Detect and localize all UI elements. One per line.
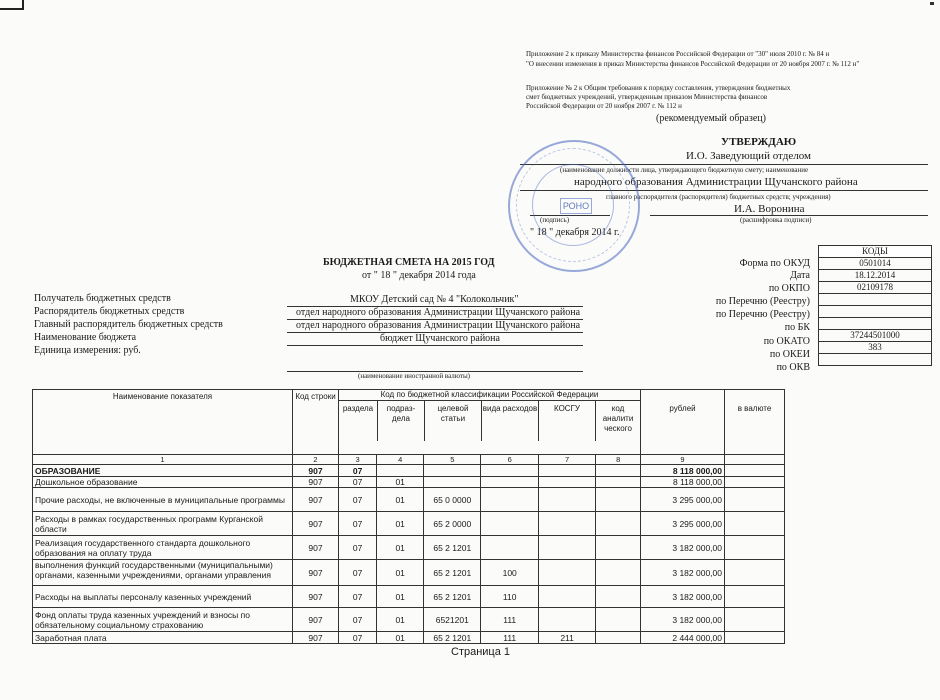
- code-okei: 383: [819, 342, 931, 354]
- currency-hint: (наименование иностранной валюты): [358, 372, 470, 380]
- header-code: Код строки: [293, 390, 339, 455]
- row-code: 907: [293, 632, 339, 644]
- table-row: [33, 488, 785, 512]
- table-row: [33, 536, 785, 560]
- col-number: 7: [538, 455, 595, 465]
- label-manager: Распорядитель бюджетных средств: [34, 306, 185, 317]
- row-amount-rub: 3 182 000,00: [641, 586, 725, 608]
- header-exp-type: вида расходов: [482, 401, 539, 441]
- row-subsection: 01: [377, 632, 424, 644]
- col-number: 8: [596, 455, 641, 465]
- row-section: 07: [339, 536, 377, 560]
- approve-title: УТВЕРЖДАЮ: [721, 136, 797, 148]
- row-target: 65 2 1201: [424, 560, 481, 586]
- row-exp-type: 111: [481, 608, 538, 632]
- row-subsection: 01: [377, 512, 424, 536]
- code-bk: [819, 318, 931, 330]
- row-code: 907: [293, 608, 339, 632]
- row-name: Заработная плата: [33, 632, 293, 644]
- annex2-line-1: Приложение № 2 к Общим требования к порядку составления, утверждения бюджетных: [526, 84, 791, 92]
- row-amount-currency: [725, 465, 785, 477]
- table-row: [33, 512, 785, 536]
- row-amount-rub: 8 118 000,00: [641, 477, 725, 488]
- label-bk: по БК: [784, 322, 810, 333]
- table-row: [33, 477, 785, 488]
- col-number: 5: [424, 455, 481, 465]
- col-number: [725, 455, 785, 465]
- annex2-line-2: смет бюджетных учреждений, утвержденным приказом Министерства финансов: [526, 93, 768, 101]
- header-subsection: подраз-дела: [378, 401, 425, 441]
- signature-hint: (подпись): [540, 216, 570, 224]
- table-row: [33, 560, 785, 586]
- row-amount-currency: [725, 512, 785, 536]
- row-subsection: 01: [377, 477, 424, 488]
- value-chief-manager: отдел народного образования Администрации Щучанского района: [296, 320, 581, 331]
- row-amount-rub: 2 444 000,00: [641, 632, 725, 644]
- row-name: Прочие расходы, не включенные в муниципальные программы: [33, 488, 293, 512]
- row-kosgu: [538, 477, 595, 488]
- row-section: 07: [339, 632, 377, 644]
- code-registry-2: [819, 306, 931, 318]
- scan-speck: [930, 2, 934, 5]
- row-name: Расходы в рамках государственных программ Курганской области: [33, 512, 293, 536]
- label-registry-2: по Перечню (Реестру): [715, 309, 810, 320]
- row-analytic: [596, 512, 641, 536]
- row-section: 07: [339, 512, 377, 536]
- row-name: Фонд оплаты труда казенных учреждений и взносы по обязательному социальному страхованию: [33, 608, 293, 632]
- value-budget-name: бюджет Щучанского района: [380, 333, 500, 344]
- org-hint: главного распорядителя (распорядителя) бюджетных средств; учреждения): [606, 193, 831, 201]
- row-analytic: [596, 477, 641, 488]
- table-row: [33, 465, 785, 477]
- row-exp-type: 100: [481, 560, 538, 586]
- row-amount-currency: [725, 536, 785, 560]
- header-target: целевой статьи: [425, 401, 482, 441]
- row-target: 65 2 0000: [424, 512, 481, 536]
- table-row: [33, 608, 785, 632]
- row-kosgu: [538, 512, 595, 536]
- annex-line-1: Приложение 2 к приказу Министерства финансов Российской Федерации от "30" июля 2010 г. № 84 н: [526, 50, 830, 58]
- row-amount-currency: [725, 477, 785, 488]
- header-name: Наименование показателя: [33, 390, 293, 455]
- label-unit: Единица измерения: руб.: [34, 345, 141, 356]
- approver-org: народного образования Администрации Щучанского района: [574, 176, 858, 188]
- row-exp-type: [481, 465, 538, 477]
- value-recipient: МКОУ Детский сад № 4 "Колокольчик": [350, 294, 519, 305]
- row-amount-rub: 3 295 000,00: [641, 512, 725, 536]
- row-section: 07: [339, 608, 377, 632]
- col-number: 4: [377, 455, 424, 465]
- document-title: БЮДЖЕТНАЯ СМЕТА НА 2015 ГОД: [323, 257, 495, 268]
- header-kosgu: КОСГУ: [539, 401, 596, 441]
- code-okpo: 02109178: [819, 282, 931, 294]
- row-code: 907: [293, 465, 339, 477]
- code-registry-1: [819, 294, 931, 306]
- row-target: 65 2 1201: [424, 586, 481, 608]
- approval-date: " 18 " декабря 2014 г.: [530, 227, 620, 238]
- code-okud: 0501014: [819, 258, 931, 270]
- row-exp-type: [481, 536, 538, 560]
- row-target: 6521201: [424, 608, 481, 632]
- label-chief-manager: Главный распорядитель бюджетных средств: [34, 319, 223, 330]
- official-stamp: [508, 140, 640, 272]
- row-kosgu: [538, 608, 595, 632]
- row-code: 907: [293, 560, 339, 586]
- row-amount-currency: [725, 560, 785, 586]
- codes-header: КОДЫ: [819, 246, 931, 258]
- header-rub: рублей: [641, 390, 725, 455]
- row-name: ОБРАЗОВАНИЕ: [33, 465, 293, 477]
- row-kosgu: [538, 560, 595, 586]
- row-exp-type: [481, 477, 538, 488]
- label-okato: по ОКАТО: [763, 336, 810, 347]
- label-okud: Форма по ОКУД: [739, 258, 810, 269]
- row-analytic: [596, 488, 641, 512]
- row-amount-rub: 3 182 000,00: [641, 608, 725, 632]
- row-amount-currency: [725, 586, 785, 608]
- row-target: [424, 477, 481, 488]
- stamp-core: РОНО: [560, 198, 592, 214]
- row-target: 65 2 1201: [424, 632, 481, 644]
- signer-name: И.А. Воронина: [734, 203, 805, 215]
- row-name: выполнения функций государственными (муниципальными) органами, казенными учреждениями, органами управления: [33, 560, 293, 586]
- row-code: 907: [293, 477, 339, 488]
- row-target: 65 2 1201: [424, 536, 481, 560]
- row-code: 907: [293, 488, 339, 512]
- row-analytic: [596, 465, 641, 477]
- table-row: [33, 632, 785, 644]
- header-currency: в валюте: [725, 390, 785, 455]
- col-number: 2: [293, 455, 339, 465]
- row-amount-rub: 3 182 000,00: [641, 536, 725, 560]
- row-amount-rub: 8 118 000,00: [641, 465, 725, 477]
- row-analytic: [596, 586, 641, 608]
- annex-line-2: "О внесении изменения в приказ Министерства финансов Российской Федерации от 20 ноября 2007 г. № 112 н": [526, 60, 860, 68]
- row-name: Расходы на выплаты персоналу казенных учреждений: [33, 586, 293, 608]
- label-registry-1: по Перечню (Реестру): [715, 296, 810, 307]
- header-bk-group: Код по бюджетной классификации Российской Федерации: [339, 390, 640, 401]
- position-hint: (наименование должности лица, утверждающего бюджетную смету; наименование: [560, 166, 809, 174]
- row-amount-rub: 3 295 000,00: [641, 488, 725, 512]
- value-manager: отдел народного образования Администрации Щучанского района: [296, 307, 581, 318]
- row-section: 07: [339, 488, 377, 512]
- row-subsection: 01: [377, 536, 424, 560]
- header-analytic: код аналити ческого: [602, 404, 634, 433]
- label-budget-name: Наименование бюджета: [34, 332, 137, 343]
- col-number: 6: [481, 455, 538, 465]
- row-amount-rub: 3 182 000,00: [641, 560, 725, 586]
- row-exp-type: [481, 512, 538, 536]
- row-name: Дошкольное образование: [33, 477, 293, 488]
- row-kosgu: 211: [538, 632, 595, 644]
- label-okpo: по ОКПО: [768, 283, 810, 294]
- row-analytic: [596, 560, 641, 586]
- row-kosgu: [538, 465, 595, 477]
- row-kosgu: [538, 488, 595, 512]
- approver-position: И.О. Заведующий отделом: [686, 150, 811, 162]
- row-section: 07: [339, 465, 377, 477]
- code-okato: 37244501000: [819, 330, 931, 342]
- annex2-line-3: Российской Федерации от 20 ноября 2007 г. № 112 н: [526, 102, 682, 110]
- row-target: [424, 465, 481, 477]
- decode-hint: (расшифровка подписи): [740, 216, 812, 224]
- code-date: 18.12.2014: [819, 270, 931, 282]
- row-code: 907: [293, 536, 339, 560]
- row-name: Реализация государственного стандарта дошкольного образования на оплату труда: [33, 536, 293, 560]
- row-code: 907: [293, 512, 339, 536]
- page-corner-mark: [0, 0, 24, 10]
- table-row: [33, 586, 785, 608]
- row-target: 65 0 0000: [424, 488, 481, 512]
- row-section: 07: [339, 560, 377, 586]
- row-section: 07: [339, 477, 377, 488]
- row-exp-type: 111: [481, 632, 538, 644]
- row-section: 07: [339, 586, 377, 608]
- recommended-sample: (рекомендуемый образец): [656, 113, 766, 124]
- col-number: 9: [641, 455, 725, 465]
- row-amount-currency: [725, 488, 785, 512]
- row-subsection: 01: [377, 608, 424, 632]
- label-recipient: Получатель бюджетных средств: [34, 293, 171, 304]
- table-body: [33, 465, 785, 644]
- row-exp-type: 110: [481, 586, 538, 608]
- col-number: 1: [33, 455, 293, 465]
- budget-table: [32, 389, 785, 644]
- code-okv: [819, 354, 931, 365]
- column-numbers-row: [33, 455, 785, 465]
- document-date: от " 18 " декабря 2014 года: [362, 270, 476, 281]
- header-section: раздела: [339, 401, 378, 441]
- label-okv: по ОКВ: [776, 362, 810, 373]
- row-exp-type: [481, 488, 538, 512]
- row-analytic: [596, 632, 641, 644]
- row-analytic: [596, 608, 641, 632]
- row-subsection: 01: [377, 560, 424, 586]
- row-amount-currency: [725, 608, 785, 632]
- row-subsection: [377, 465, 424, 477]
- label-okei: по ОКЕИ: [769, 349, 810, 360]
- label-date: Дата: [790, 270, 810, 281]
- row-kosgu: [538, 586, 595, 608]
- row-analytic: [596, 536, 641, 560]
- col-number: 3: [339, 455, 377, 465]
- row-subsection: 01: [377, 488, 424, 512]
- codes-box: [818, 245, 932, 366]
- row-subsection: 01: [377, 586, 424, 608]
- row-kosgu: [538, 536, 595, 560]
- row-code: 907: [293, 586, 339, 608]
- row-amount-currency: [725, 632, 785, 644]
- page-number: Страница 1: [451, 646, 511, 658]
